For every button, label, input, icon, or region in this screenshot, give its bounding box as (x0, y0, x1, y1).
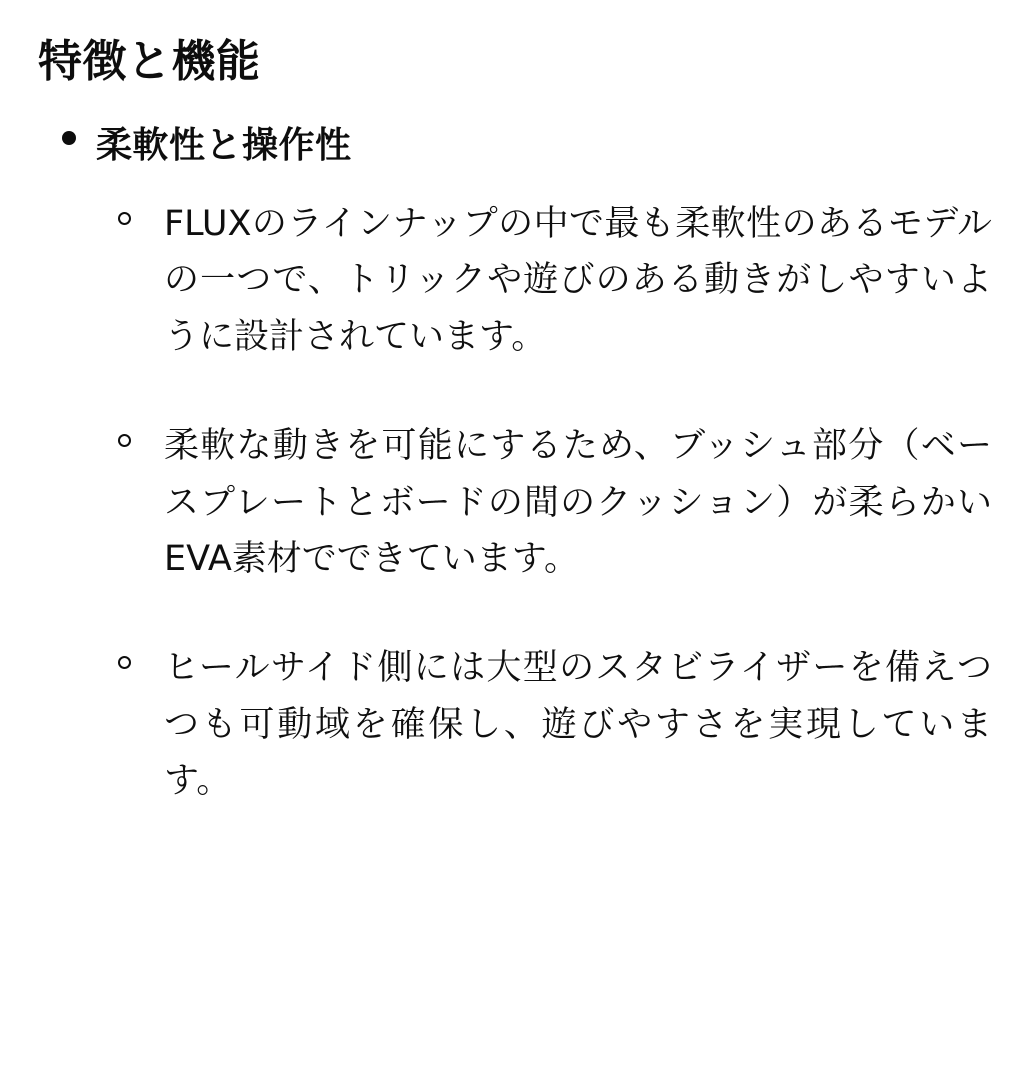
sub-item-text: FLUXのラインナップの中で最も柔軟性のあるモデルの一つで、トリックや遊びのある動きがしやすいように設計されています。 (164, 203, 992, 358)
page-title: 特徴と機能 (38, 36, 261, 87)
bullet-disc-icon (62, 131, 76, 145)
sub-item-text: 柔軟な動きを可能にするため、ブッシュ部分（ベースプレートとボードの間のクッション）が柔らかいEVA素材でできています。 (164, 425, 992, 580)
bullet-circle-icon (118, 656, 131, 669)
bullet-circle-icon (118, 434, 131, 447)
feature-list (38, 123, 992, 810)
section-label: 柔軟性と操作性 (96, 125, 352, 166)
bullet-circle-icon (118, 212, 131, 225)
list-item (38, 123, 992, 810)
list-item (96, 196, 992, 366)
list-item (96, 640, 992, 810)
sub-item-text: ヒールサイド側には大型のスタビライザーを備えつつも可動域を確保し、遊びやすさを実現しています。 (164, 647, 992, 802)
feature-sublist (96, 196, 992, 810)
list-item (96, 418, 992, 588)
